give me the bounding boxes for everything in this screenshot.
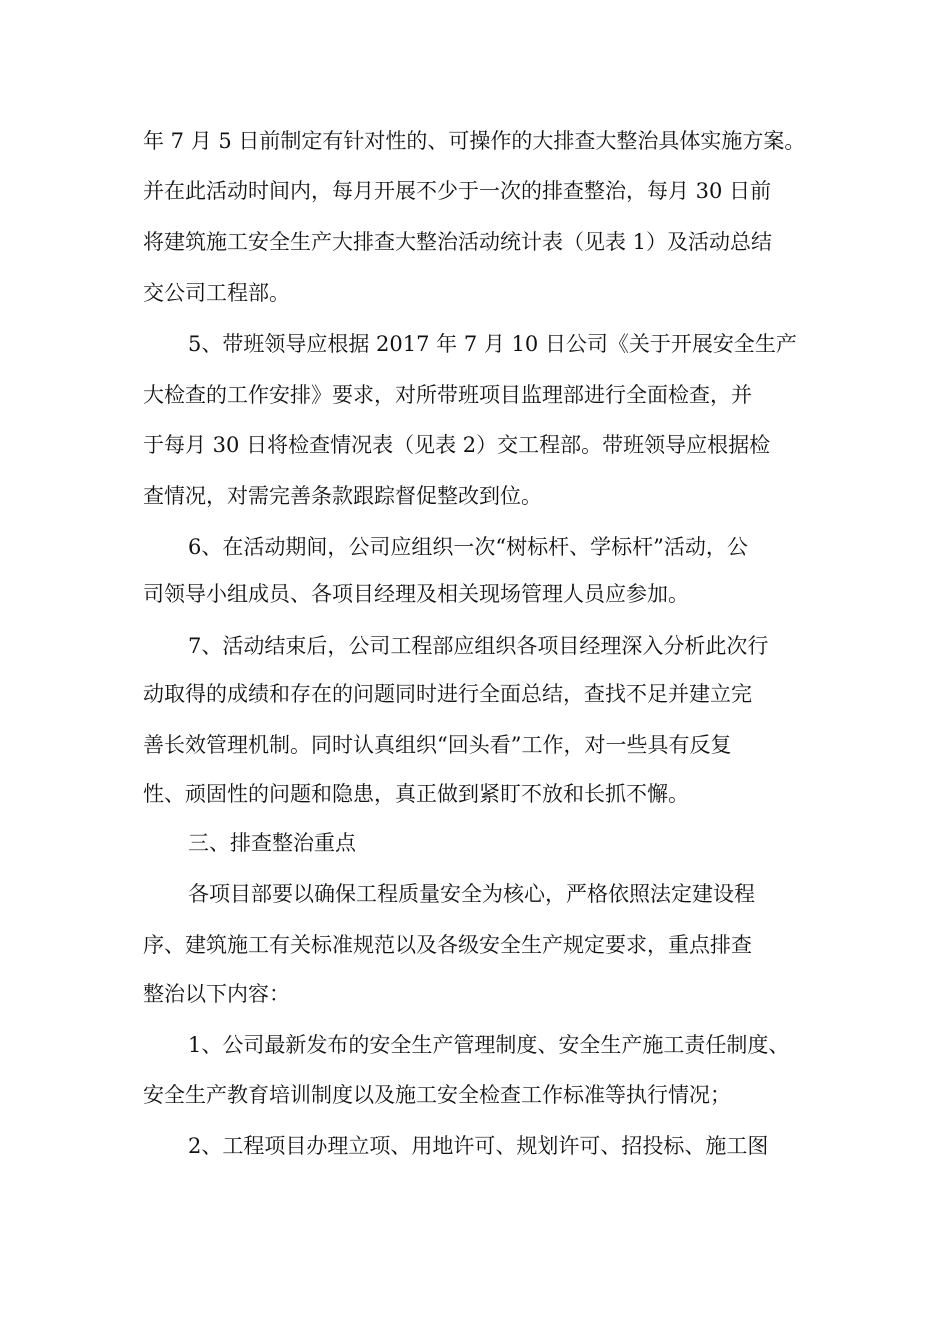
- text-line: 并在此活动时间内，每月开展不少于一次的排查整治，每月 30 日前: [143, 179, 772, 203]
- text-line: 2、工程项目办理立项、用地许可、规划许可、招投标、施工图: [188, 1134, 769, 1158]
- text-line: 交公司工程部。: [143, 281, 290, 305]
- text-line: 动取得的成绩和存在的问题同时进行全面总结，查找不足并建立完: [143, 682, 752, 706]
- text-line: 安全生产教育培训制度以及施工安全检查工作标准等执行情况；: [143, 1083, 731, 1107]
- text-line: 大检查的工作安排》要求，对所带班项目监理部进行全面检查，并: [143, 383, 752, 407]
- text-line: 善长效管理机制。同时认真组织“回头看”工作，对一些具有反复: [143, 733, 732, 757]
- text-line: 7、活动结束后，公司工程部应组织各项目经理深入分析此次行: [188, 634, 769, 658]
- text-line: 查情况，对需完善条款跟踪督促整改到位。: [143, 484, 542, 508]
- text-line: 将建筑施工安全生产大排查大整治活动统计表（见表 1）及活动总结: [143, 230, 773, 254]
- text-line: 年 7 月 5 日前制定有针对性的、可操作的大排查大整治具体实施方案。: [143, 129, 806, 153]
- text-line: 序、建筑施工有关标准规范以及各级安全生产规定要求，重点排查: [143, 933, 752, 957]
- text-line: 于每月 30 日将检查情况表（见表 2）交工程部。带班领导应根据检: [143, 433, 771, 457]
- text-line: 性、顽固性的问题和隐患，真正做到紧盯不放和长抓不懈。: [143, 782, 689, 806]
- text-line: 1、公司最新发布的安全生产管理制度、安全生产施工责任制度、: [188, 1033, 790, 1057]
- text-line: 5、带班领导应根据 2017 年 7 月 10 日公司《关于开展安全生产: [188, 332, 797, 356]
- text-line: 各项目部要以确保工程质量安全为核心，严格依照法定建设程: [188, 882, 755, 906]
- text-line: 整治以下内容：: [143, 982, 290, 1006]
- text-line: 6、在活动期间，公司应组织一次“树标杆、学标杆”活动，公: [188, 535, 748, 559]
- section-heading: 三、排查整治重点: [188, 831, 356, 855]
- text-line: 司领导小组成员、各项目经理及相关现场管理人员应参加。: [143, 582, 689, 606]
